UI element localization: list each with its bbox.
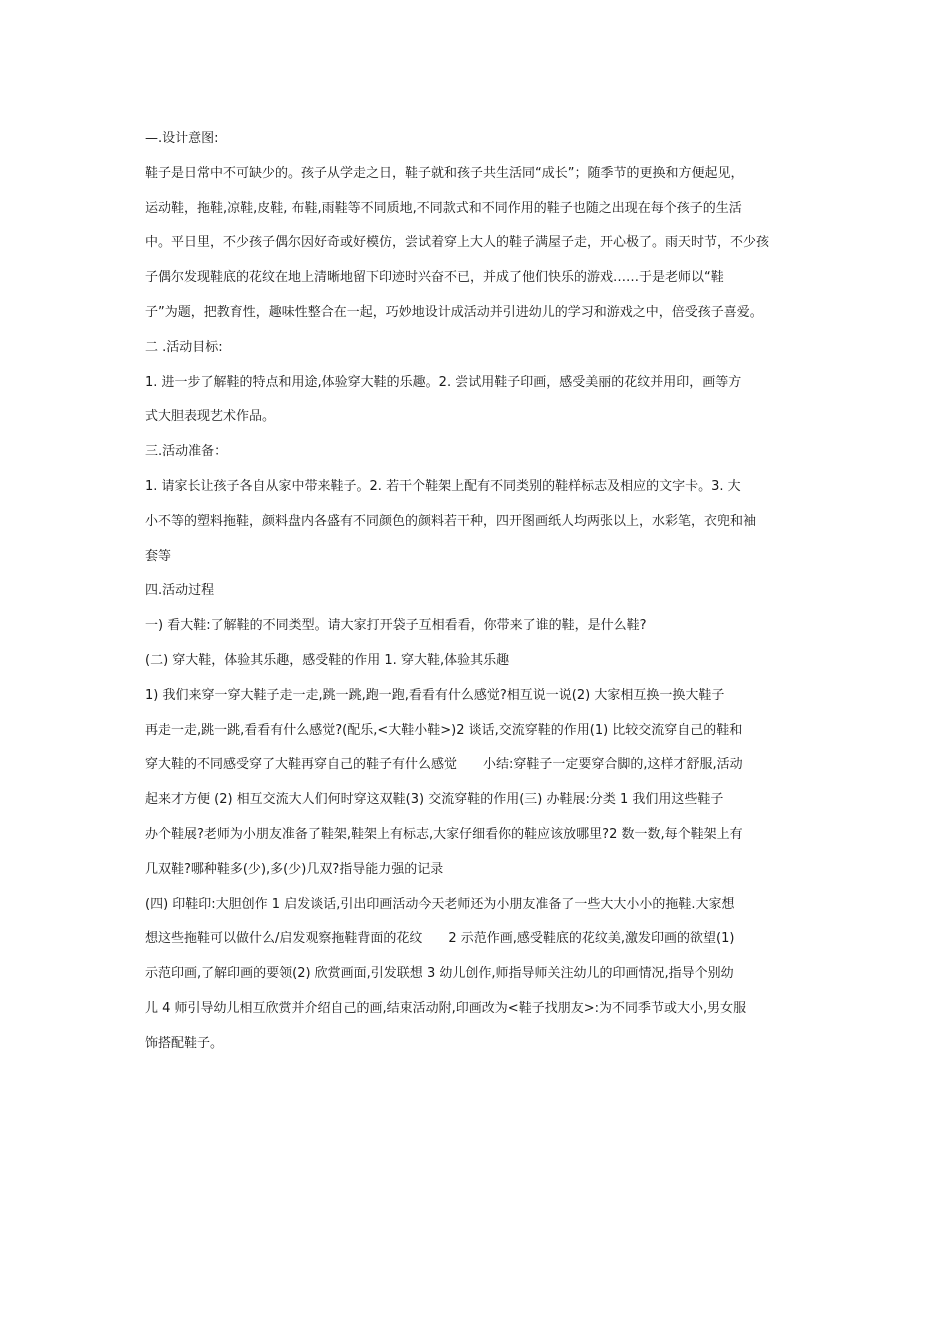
- paragraph-line: 一) 看大鞋:了解鞋的不同类型。请大家打开袋子互相看看，你带来了谁的鞋，是什么鞋?: [145, 618, 647, 634]
- paragraph-line: 想这些拖鞋可以做什么/启发观察拖鞋背面的花纹 2 示范作画,感受鞋底的花纹美,激发印画的欲望(1): [145, 931, 735, 947]
- paragraph-line: 子”为题，把教育性，趣味性整合在一起，巧妙地设计成活动并引进幼儿的学习和游戏之中，倍受孩子喜爱。: [145, 304, 763, 320]
- paragraph-line: 子偶尔发现鞋底的花纹在地上清晰地留下印迹时兴奋不已，并成了他们快乐的游戏……于是老师以“鞋: [145, 270, 724, 286]
- heading-activity-process: 四.活动过程: [145, 583, 215, 599]
- paragraph-line: 饰搭配鞋子。: [145, 1035, 224, 1051]
- paragraph-line: 示范印画,了解印画的要领(2) 欣赏画面,引发联想 3 幼儿创作,师指导师关注幼儿的印画情况,指导个别幼: [145, 966, 734, 982]
- heading-design-intent: —.设计意图:: [145, 131, 219, 146]
- paragraph-line: 1. 请家长让孩子各自从家中带来鞋子。2. 若干个鞋架上配有不同类别的鞋样标志及相应的文字卡。3. 大: [145, 478, 741, 494]
- paragraph-line: 办个鞋展?老师为小朋友准备了鞋架,鞋架上有标志,大家仔细看你的鞋应该放哪里?2 数一数,每个鞋架上有: [145, 826, 743, 842]
- paragraph-line: 起来才方便 (2) 相互交流大人们何时穿这双鞋(3) 交流穿鞋的作用(三) 办鞋展:分类 1 我们用这些鞋子: [145, 792, 724, 808]
- paragraph-line: 鞋子是日常中不可缺少的。孩子从学走之日，鞋子就和孩子共生活同“成长”；随季节的更换和方便起见，: [145, 165, 744, 181]
- heading-activity-goals: 二 .活动目标:: [145, 339, 223, 355]
- paragraph-line: 小不等的塑料拖鞋，颜料盘内各盛有不同颜色的颜料若干种，四开图画纸人均两张以上，水彩笔，衣兜和袖: [145, 513, 757, 529]
- paragraph-line: 1. 进一步了解鞋的特点和用途,体验穿大鞋的乐趣。2. 尝试用鞋子印画，感受美丽的花纹并用印，画等方: [145, 374, 742, 390]
- heading-activity-preparation: 三.活动准备：: [145, 444, 228, 460]
- paragraph-line: 穿大鞋的不同感受穿了大鞋再穿自己的鞋子有什么感觉 小结:穿鞋子一定要穿合脚的,这样才舒服,活动: [145, 757, 743, 773]
- paragraph-line: (二) 穿大鞋，体验其乐趣，感受鞋的作用 1. 穿大鞋,体验其乐趣: [145, 652, 510, 668]
- paragraph-line: 运动鞋，拖鞋,凉鞋,皮鞋, 布鞋,雨鞋等不同质地,不同款式和不同作用的鞋子也随之出现在每个孩子的生活: [145, 200, 742, 216]
- paragraph-line: 套等: [145, 548, 172, 564]
- paragraph-line: (四) 印鞋印:大胆创作 1 启发谈话,引出印画活动今天老师还为小朋友准备了一些大大小小的拖鞋.大家想: [145, 896, 735, 912]
- paragraph-line: 1) 我们来穿一穿大鞋子走一走,跳一跳,跑一跑,看看有什么感觉?相互说一说(2) 大家相互换一换大鞋子: [145, 687, 725, 703]
- paragraph-line: 几双鞋?哪种鞋多(少),多(少)几双?指导能力强的记录: [145, 861, 444, 877]
- paragraph-line: 式大胆表现艺术作品。: [145, 409, 276, 425]
- paragraph-line: 中。平日里，不少孩子偶尔因好奇或好模仿，尝试着穿上大人的鞋子满屋子走，开心极了。雨天时节，不少孩: [145, 235, 770, 251]
- document-body: [145, 122, 813, 1062]
- paragraph-line: 再走一走,跳一跳,看看有什么感觉?(配乐,<大鞋小鞋>)2 谈话,交流穿鞋的作用(1) 比较交流穿自己的鞋和: [145, 722, 743, 738]
- paragraph-line: 儿 4 师引导幼儿相互欣赏并介绍自己的画,结束活动附,印画改为<鞋子找朋友>:为不同季节或大小,男女服: [145, 1000, 747, 1016]
